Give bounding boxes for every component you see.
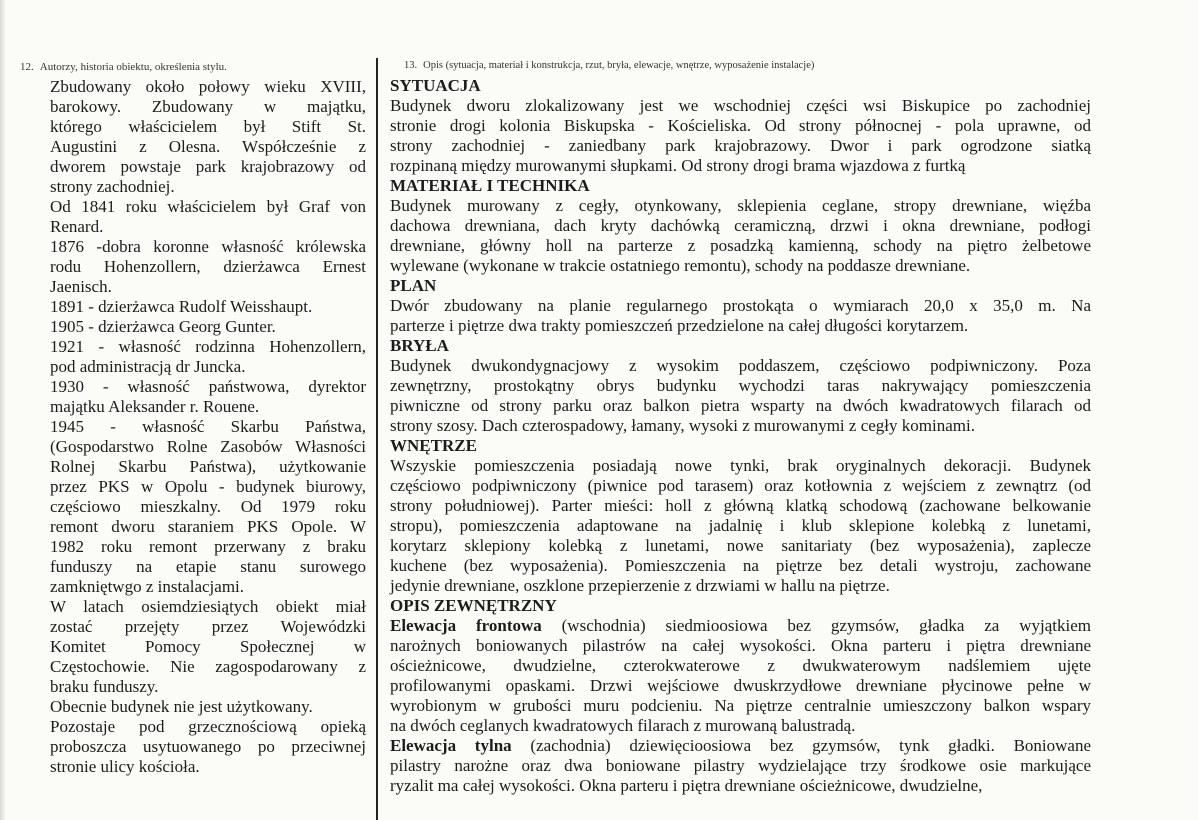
text-line: (Gospodarstwo Rolne Zasobów Własności (50, 437, 366, 456)
description-section (390, 436, 1091, 596)
description-section (390, 276, 1091, 336)
text-line: majątku Aleksander r. Rouene. (50, 397, 260, 416)
paragraph (50, 317, 366, 337)
description-section (390, 336, 1091, 436)
text-line: Od 1841 roku właścicielem był Graf von (50, 197, 366, 216)
text-line: przez PKS w Opolu - budynek biurowy, (50, 477, 366, 496)
description-section (390, 176, 1091, 276)
history-column (50, 77, 366, 777)
text-line: którego właścicielem był Stift St. (50, 117, 366, 136)
text-line: 1905 - dzierżawca Georg Gunter. (50, 317, 276, 336)
text-line: pilastry narożne oraz dwa boniowane pilastry wydzielające trzy środkowe osie markujące (390, 756, 1091, 775)
section-heading: MATERIAŁ I TECHNIKA (390, 176, 590, 195)
section-heading: OPIS ZEWNĘTRZNY (390, 596, 557, 615)
text-line: Budynek dworu zlokalizowany jest we wschodniej części wsi Biskupice po zachodniej (390, 96, 1091, 115)
description-column (390, 76, 1091, 796)
section-13-label (404, 60, 814, 71)
text-line: Budynek murowany z cegły, otynkowany, sklepienia ceglane, stropy drewniane, więźba (390, 196, 1091, 215)
text-line (390, 736, 1091, 756)
text-line: ościeżnicowe, dwudzielne, czterokwaterowe z dwukwaterowym nadślemiem ujęte (390, 656, 1091, 675)
text-line: wyrobionym w grubości muru podcieniu. Na piętrze centralnie umieszczony balkon wspary (390, 696, 1091, 715)
text-line: braku funduszy. (50, 677, 159, 696)
section-heading: PLAN (390, 276, 437, 295)
line-text: (wschodnia) siedmioosiowa bez gzymsów, gładka za wyjątkiem (541, 616, 1091, 635)
text-line: częściowo podpiwniczony (piwnice pod tarasem) oraz kotłownia z wejściem z zewnątrz (od (390, 476, 1091, 495)
text-line: 1876 -dobra koronne własność królewska (50, 237, 366, 256)
text-line: zostać przejęty przez Wojewódzki (50, 617, 366, 636)
paragraph (390, 456, 1091, 596)
text-line: parterze i piętrze dwa trakty pomieszczeń przedzielone na całej długości korytarzem. (390, 316, 969, 335)
text-line: pod administracją dr Juncka. (50, 357, 246, 376)
text-line: Budynek dwukondygnacjowy z wysokim poddaszem, częściowo podpiwniczony. Poza (390, 356, 1091, 375)
text-line: Obecnie budynek nie jest użytkowany. (50, 697, 313, 716)
paragraph (390, 356, 1091, 436)
paragraph (50, 337, 366, 377)
line-text: (zachodnia) dziewięcioosiowa bez gzymsów, tynk gładki. Boniowane (511, 736, 1091, 755)
text-line: Pozostaje pod grzecznościową opieką (50, 717, 366, 736)
paragraph-lead: Elewacja tylna (390, 736, 512, 755)
text-line: na dwóch ceglanych kwadratowych filarach z murowaną balustradą. (390, 716, 856, 735)
text-line: zamkniętwgo z instalacjami. (50, 577, 245, 596)
text-line: strony zachodniej. (50, 177, 175, 196)
text-line: Dwór zbudowany na planie regularnego prostokąta o wymiarach 20,0 x 35,0 m. Na (390, 296, 1091, 315)
text-line: strony szosy. Dach czterospadowy, łamany, wysoki z murowanymi z cegły kominami. (390, 416, 975, 435)
text-line: Jaenisch. (50, 277, 112, 296)
text-line: W latach osiemdziesiątych obiekt miał (50, 597, 366, 616)
text-line: Augustini z Olesna. Współcześnie z (50, 137, 366, 156)
section-heading: WNĘTRZE (390, 436, 477, 455)
text-line: 1945 - własność Skarbu Państwa, (50, 417, 366, 436)
paragraph (50, 237, 366, 297)
paragraph (390, 616, 1091, 736)
paragraph (50, 597, 366, 697)
paragraph (50, 77, 366, 197)
text-line: stronie drogi kolonia Biskupska - Kościeliska. Od strony północnej - pola uprawne, od (390, 116, 1091, 135)
text-line: stronie ulicy kościoła. (50, 757, 200, 776)
paragraph (50, 377, 366, 417)
text-line: wylewane (wykonane w trakcie ostatniego remontu), schody na poddasze drewniane. (390, 256, 971, 275)
section-number: 13. (404, 60, 418, 71)
text-line: korytarz sklepiony kolebką z lunetami, nowe sanitariaty (bez wyposażenia), zaplecze (390, 536, 1091, 555)
text-line: 1930 - własność państwowa, dyrektor (50, 377, 366, 396)
text-line: dworem powstaje park krajobrazowy od (50, 157, 366, 176)
text-line: proboszcza usytuowanego po przeciwnej (50, 737, 366, 756)
text-line: remont dworu staraniem PKS Opole. W (50, 517, 366, 536)
paragraph (50, 417, 366, 597)
text-line: dachowa drewniana, dach kryty dachówką ceramiczną, drzwi i okna drewniane, podłogi (390, 216, 1091, 235)
column-divider (376, 58, 378, 820)
text-line: piwniczne od strony parku oraz balkon pietra wsparty na dwóch kwadratowych filarach od (390, 396, 1091, 415)
section-12-label (20, 61, 227, 73)
paragraph (50, 717, 366, 777)
description-section (390, 596, 1091, 796)
section-heading: SYTUACJA (390, 76, 481, 95)
text-line: narożnych boniowanych pilastrów na całej wysokości. Okna parteru i piętra drewniane (390, 636, 1091, 655)
text-line: 1891 - dzierżawca Rudolf Weisshaupt. (50, 297, 313, 316)
section-heading: BRYŁA (390, 336, 449, 355)
paragraph (50, 197, 366, 237)
text-line: kuchene (bez wyposażenia). Pomieszczenia na piętrze bez detali wystroju, zachowane (390, 556, 1091, 575)
section-number: 12. (20, 61, 34, 73)
text-line: 1921 - własność rodzinna Hohenzollern, (50, 337, 366, 356)
text-line: drewniane, główny holl na parterze z posadzką kamienną, schody na piętro żelbetowe (390, 236, 1091, 255)
paragraph (390, 736, 1091, 796)
text-line: barokowy. Zbudowany w majątku, (50, 97, 366, 116)
scan-edge (0, 0, 6, 820)
text-line: 1982 roku remont przerwany z braku (50, 537, 366, 556)
text-line (390, 616, 1091, 636)
text-line: Zbudowany około połowy wieku XVIII, (50, 77, 366, 96)
description-section (390, 76, 1091, 176)
text-line: ryzalit ma całej wysokości. Okna parteru i piętra drewniane ościeżnicowe, dwudzielne, (390, 776, 983, 795)
text-line: funduszy na etapie stanu surowego (50, 557, 366, 576)
paragraph (390, 96, 1091, 176)
text-line: strony południowej). Parter mieści: holl z główną klatką schodową (zachowane belkowanie (390, 496, 1091, 515)
text-line: strony zachodniej - zaniedbany park krajobrazowy. Dwor i park ogrodzone siatką (390, 136, 1091, 155)
text-line: częściowo mieszkalny. Od 1979 roku (50, 497, 366, 516)
text-line: Komitet Pomocy Społecznej w (50, 637, 366, 656)
text-line: stropu), pomieszczenia adaptowane na jadalnię i klub sklepione kolebką z lunetami, (390, 516, 1091, 535)
paragraph (50, 297, 366, 317)
text-line: jedynie drewniane, oszklone przepierzenie z drzwiami w hallu na piętrze. (390, 576, 890, 595)
text-line: profilowanymi opaskami. Drzwi wejściowe dwuskrzydłowe drewniane płycinowe pełne w (390, 676, 1091, 695)
text-line: Renard. (50, 217, 104, 236)
text-line: rozpinaną między murowanymi słupkami. Od strony drogi brama wjazdowa z furtką (390, 156, 966, 175)
paragraph (390, 196, 1091, 276)
text-line: zewnętrzny, prostokątny obrys budynku wychodzi taras nakrywający pomieszczenia (390, 376, 1091, 395)
text-line: Rolnej Skarbu Państwa), użytkowanie (50, 457, 366, 476)
text-line: Częstochowie. Nie zagospodarowany z (50, 657, 366, 676)
paragraph (50, 697, 366, 717)
text-line: Wszyskie pomieszczenia posiadają nowe tynki, brak oryginalnych dekoracji. Budynek (390, 456, 1091, 475)
section-title: Opis (sytuacja, materiał i konstrukcja, rzut, bryła, elewacje, wnętrze, wyposażenie instalacje) (423, 60, 815, 71)
text-line: rodu Hohenzollern, dzierżawca Ernest (50, 257, 366, 276)
paragraph (390, 296, 1091, 336)
section-title: Autorzy, historia obiektu, określenia stylu. (39, 61, 227, 73)
paragraph-lead: Elewacja frontowa (390, 616, 542, 635)
